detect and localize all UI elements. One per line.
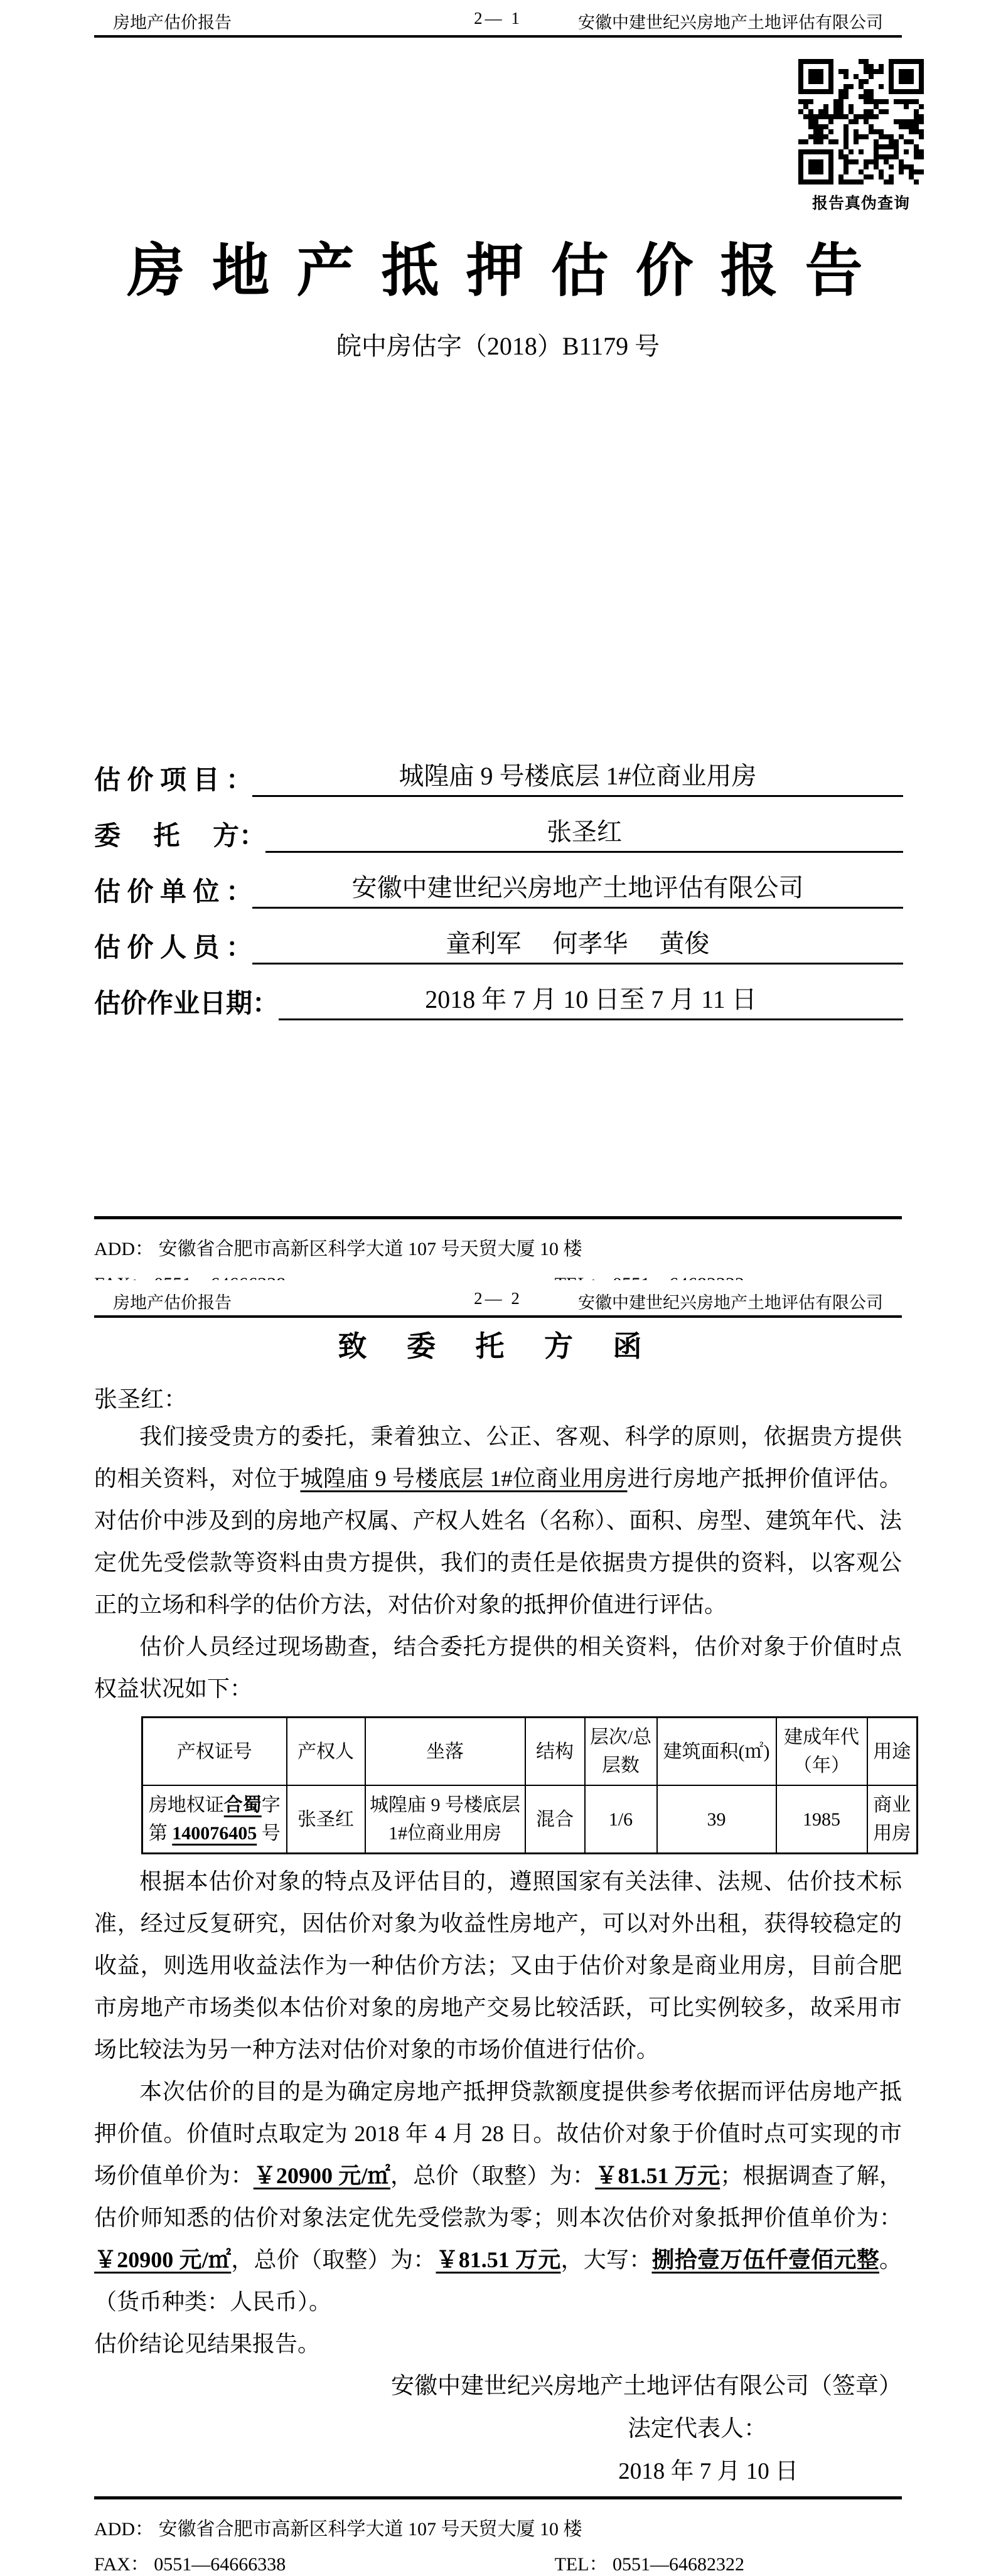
cell-usage: 商业用房 bbox=[867, 1785, 918, 1854]
paragraph-conclusion: 估价结论见结果报告。 bbox=[94, 2331, 321, 2356]
col-owner: 产权人 bbox=[287, 1718, 365, 1786]
footer-tel: TEL： 0551—64682322 bbox=[554, 2554, 745, 2575]
field-value-appraisal-agency: 安徽中建世纪兴房地产土地评估有限公司 bbox=[252, 872, 903, 909]
field-row-appraisal-project bbox=[94, 761, 903, 797]
property-rights-table bbox=[141, 1716, 918, 1854]
field-value-client: 张圣红 bbox=[265, 816, 903, 853]
col-area: 建筑面积(㎡) bbox=[657, 1718, 776, 1786]
cell-area: 39 bbox=[657, 1785, 776, 1854]
signature-date: 2018 年 7 月 10 日 bbox=[618, 2459, 798, 2484]
paragraph-methodology: 根据本估价对象的特点及评估目的，遵照国家有关法律、法规、估价技术标准，经过反复研究，因估价对象为收益性房地产，可以对外出租，获得较稳定的收益，则选用收益法作为一种估价方法；又由于估价对象是商业用房，目前合肥市房地产市场类似本估价对象的房地产交易比较活跃，可比实例较多，故采用市场比较法为另一种方法对估价对象的市场价值进行估价。 bbox=[94, 1869, 902, 2062]
col-year-built: 建成年代（年） bbox=[776, 1718, 867, 1786]
col-cert-number: 产权证号 bbox=[142, 1718, 287, 1786]
salutation: 张圣红： bbox=[94, 1387, 187, 1413]
mortgage-total-price-value: ￥81.51 万元 bbox=[436, 2247, 561, 2272]
qr-verification-block bbox=[796, 59, 926, 213]
cell-floor: 1/6 bbox=[585, 1785, 657, 1854]
footer-fax: FAX： 0551—64666338 bbox=[94, 2554, 286, 2575]
cell-location: 城隍庙 9 号楼底层1#位商业用房 bbox=[365, 1785, 525, 1854]
cover-fields bbox=[94, 761, 903, 1040]
letter-title: 致 委 托 方 函 bbox=[338, 1330, 658, 1362]
cell-year-built: 1985 bbox=[776, 1785, 867, 1854]
col-structure: 结构 bbox=[525, 1718, 585, 1786]
header-doc-title: 房地产估价报告 bbox=[113, 13, 232, 32]
header-page-number: 2— 2 bbox=[474, 1289, 522, 1308]
signature-legal-representative: 法定代表人： bbox=[628, 2416, 767, 2442]
header-page-number: 2— 1 bbox=[474, 9, 522, 28]
page-1-running-header bbox=[94, 6, 902, 38]
mortgage-unit-price-value: ￥20900 元/㎡ bbox=[94, 2247, 232, 2272]
underlined-property-name: 城隍庙 9 号楼底层 1#位商业用房 bbox=[300, 1466, 628, 1491]
cell-structure: 混合 bbox=[525, 1785, 585, 1854]
field-row-client bbox=[94, 816, 903, 853]
report-title: 房 地 产 抵 押 估 价 报 告 bbox=[127, 239, 869, 303]
footer-address: ADD： 安徽省合肥市高新区科学大道 107 号天贸大厦 10 楼 bbox=[94, 1239, 582, 1259]
paragraph-commission: 我们接受贵方的委托，秉着独立、公正、客观、科学的原则，依据贵方提供的相关资料，对位于城隍庙 9 号楼底层 1#位商业用房进行房地产抵押价值评估。对估价中涉及到的房地产权属、产权人姓名（名称）、面积、房型、建筑年代、法定优先受偿款等资料由贵方提供，我们的责任是依据贵方提供的资料，以客观公正的立场和科学的估价方法，对估价对象的抵押价值进行评估。 bbox=[94, 1424, 902, 1617]
field-label: 估 价 单 位 ： bbox=[94, 877, 253, 907]
field-label: 估 价 项 目 ： bbox=[94, 766, 253, 795]
letter-body bbox=[94, 1319, 911, 2493]
col-usage: 用途 bbox=[867, 1718, 918, 1786]
page-2-footer bbox=[94, 2496, 902, 2576]
cell-cert-number: 房地权证合蜀字第 140076405 号 bbox=[142, 1785, 287, 1854]
cell-owner: 张圣红 bbox=[287, 1785, 365, 1854]
qr-code-icon bbox=[798, 59, 924, 184]
header-doc-title: 房地产估价报告 bbox=[113, 1293, 232, 1312]
paragraph-valuation-result: 本次估价的目的是为确定房地产抵押贷款额度提供参考依据而评估房地产抵押价值。价值时点取定为 2018 年 4 月 28 日。故估价对象于价值时点可实现的市场价值单价为：￥20900 元/㎡，总价（取整）为：￥81.51 万元；根据调查了解，估价师知悉的估价对象法定优先受偿款为零；则本次估价对象抵押价值单价为：￥20900 元/㎡，总价（取整）为：￥81.51 万元，大写：捌拾壹万伍仟壹佰元整。（货币种类：人民币）。 bbox=[94, 2079, 902, 2314]
header-company: 安徽中建世纪兴房地产土地评估有限公司 bbox=[578, 1293, 883, 1312]
field-label: 委 托 方： bbox=[94, 821, 266, 851]
col-location: 坐落 bbox=[365, 1718, 525, 1786]
field-label: 估 价 人 员 ： bbox=[94, 933, 253, 963]
page-2-running-header bbox=[94, 1286, 902, 1318]
field-label: 估价作业日期： bbox=[94, 989, 279, 1018]
table-header-row bbox=[142, 1718, 918, 1786]
amount-in-words: 捌拾壹万伍仟壹佰元整 bbox=[651, 2247, 879, 2272]
qr-label: 报告真伪查询 bbox=[811, 195, 910, 212]
field-value-appraisers: 童利军 何孝华 黄俊 bbox=[252, 928, 903, 965]
report-number: 皖中房估字（2018）B1179 号 bbox=[336, 332, 660, 360]
field-value-work-dates: 2018 年 7 月 10 日至 7 月 11 日 bbox=[279, 984, 903, 1020]
page-2-letter bbox=[0, 1280, 996, 2575]
signature-block bbox=[94, 2365, 902, 2493]
unit-price-value: ￥20900 元/㎡ bbox=[253, 2163, 390, 2188]
col-floor: 层次/总层数 bbox=[585, 1718, 657, 1786]
field-row-appraisers bbox=[94, 928, 903, 965]
field-row-appraisal-agency bbox=[94, 872, 903, 909]
page-1-cover bbox=[0, 0, 996, 1280]
footer-address: ADD： 安徽省合肥市高新区科学大道 107 号天贸大厦 10 楼 bbox=[94, 2519, 582, 2540]
header-company: 安徽中建世纪兴房地产土地评估有限公司 bbox=[578, 13, 883, 32]
paragraph-inspection: 估价人员经过现场勘查，结合委托方提供的相关资料，估价对象于价值时点权益状况如下： bbox=[94, 1634, 902, 1701]
field-value-appraisal-project: 城隍庙 9 号楼底层 1#位商业用房 bbox=[252, 761, 903, 797]
field-row-work-dates bbox=[94, 984, 903, 1020]
total-price-value: ￥81.51 万元 bbox=[595, 2163, 720, 2188]
signature-company: 安徽中建世纪兴房地产土地评估有限公司（签章） bbox=[391, 2373, 902, 2399]
table-row bbox=[142, 1785, 918, 1854]
